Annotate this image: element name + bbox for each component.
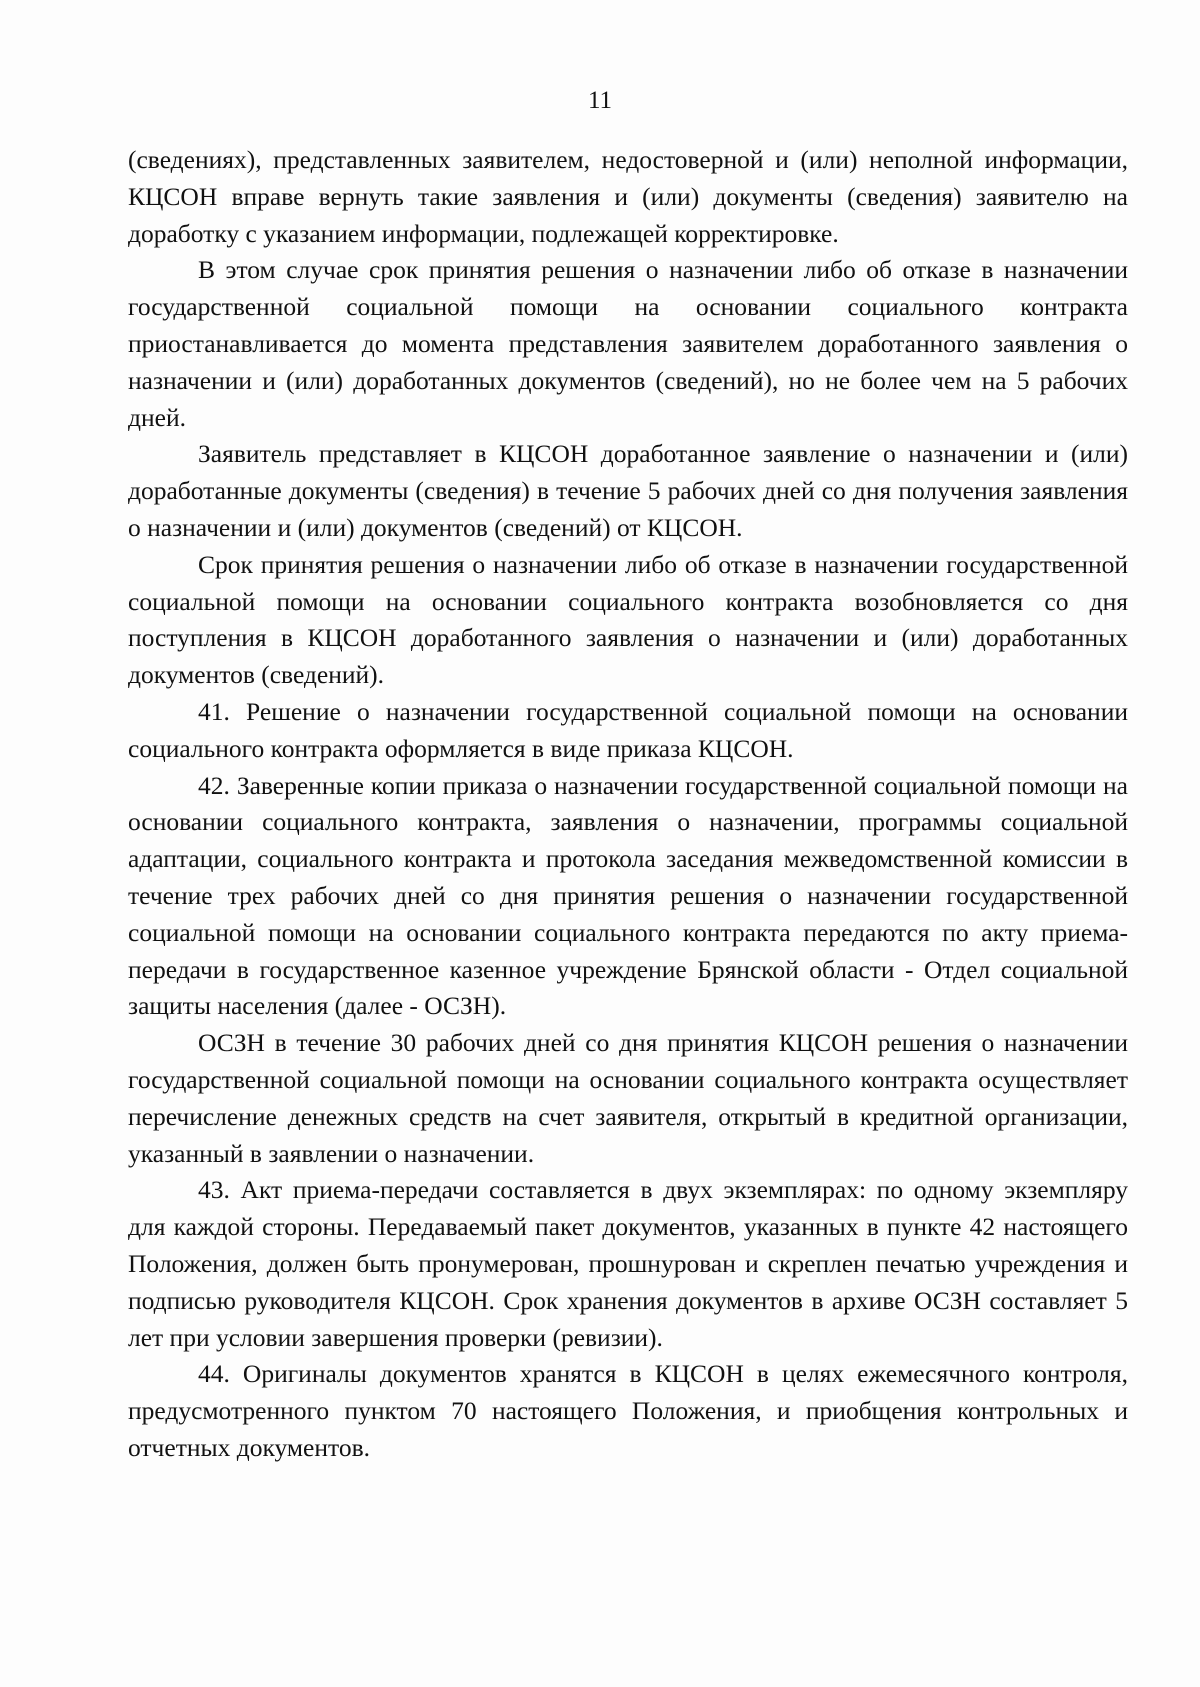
paragraph-item-42: 42. Заверенные копии приказа о назначении государственной социальной помощи на основании социального контракта, заявления о назначении, программы социальной адаптации, социального контракта и протокола заседания межведомственной комиссии в течение трех рабочих дней со дня принятия решения о назначении государственной социальной помощи на основании социального контракта передаются по акту приема-передачи в государственное казенное учреждение Брянской области - Отдел социальной защиты населения (далее - ОСЗН). [128, 770, 1128, 1021]
paragraph-item-43: 43. Акт приема-передачи составляется в двух экземплярах: по одному экземпляру для каждой стороны. Передаваемый пакет документов, указанных в пункте 42 настоящего Положения, должен быть пронумерован, прошнурован и скреплен печатью учреждения и подписью руководителя КЦСОН. Срок хранения документов в архиве ОСЗН составляет 5 лет при условии завершения проверки (ревизии). [128, 1175, 1128, 1352]
paragraph: Заявитель представляет в КЦСОН доработанное заявление о назначении и (или) доработанные документы (сведения) в течение 5 рабочих дней со дня получения заявления о назначении и (или) документов (сведений) от КЦСОН. [128, 439, 1128, 542]
paragraph: (сведениях), представленных заявителем, недостоверной и (или) неполной информации, КЦСОН вправе вернуть такие заявления и (или) документы (сведения) заявителю на доработку с указанием информации, подлежащей корректировке. [128, 145, 1128, 248]
paragraph: В этом случае срок принятия решения о назначении либо об отказе в назначении государственной социальной помощи на основании социального контракта приостанавливается до момента представления заявителем доработанного заявления о назначении и (или) доработанных документов (сведений), но не более чем на 5 рабочих дней. [128, 255, 1128, 432]
paragraph-item-44: 44. Оригиналы документов хранятся в КЦСОН в целях ежемесячного контроля, предусмотренного пунктом 70 настоящего Положения, и приобщения контрольных и отчетных документов. [128, 1359, 1128, 1462]
document-body [128, 142, 1128, 1467]
paragraph: Срок принятия решения о назначении либо об отказе в назначении государственной социальной помощи на основании социального контракта возобновляется со дня поступления в КЦСОН доработанного заявления о назначении и (или) доработанных документов (сведений). [128, 549, 1128, 690]
paragraph-item-41: 41. Решение о назначении государственной социальной помощи на основании социального контракта оформляется в виде приказа КЦСОН. [128, 696, 1128, 763]
page-number: 11 [587, 87, 613, 114]
paragraph: ОСЗН в течение 30 рабочих дней со дня принятия КЦСОН решения о назначении государственной социальной помощи на основании социального контракта осуществляет перечисление денежных средств на счет заявителя, открытый в кредитной организации, указанный в заявлении о назначении. [128, 1028, 1128, 1168]
